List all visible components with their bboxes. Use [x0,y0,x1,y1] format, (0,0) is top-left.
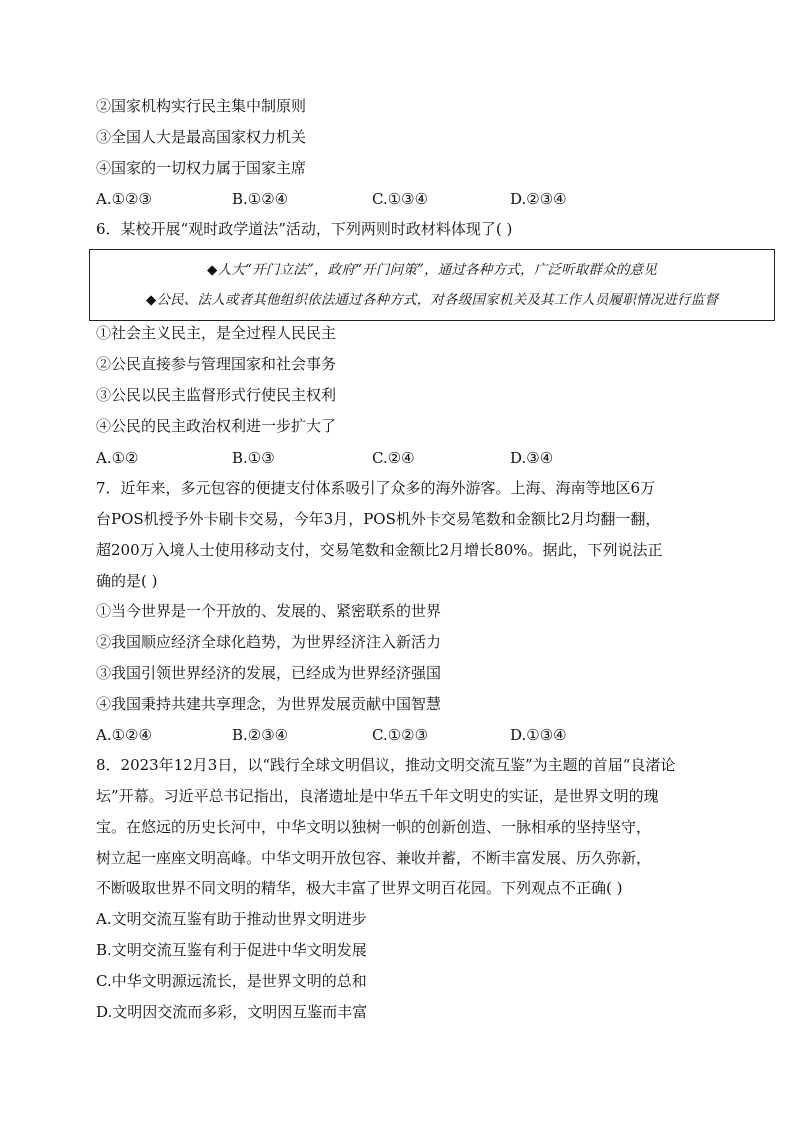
q6-item-4: ④公民的民主政治权利进一步扩大了 [96,417,337,435]
q6-material-2: ◆公民、法人或者其他组织依法通过各种方式，对各级国家机关及其工作人员履职情况进行监督 [145,292,719,308]
q8-stem-line-1: 8．2023年12月3日，以“践行全球文明倡议，推动文明交流互鉴”为主题的首届“良渚论 [96,756,676,774]
q7-stem-line-2: 台POS机授予外卡刷卡交易，今年3月，POS机外卡交易笔数和金额比2月均翻一翻， [96,510,661,528]
q7-option-c[interactable]: C.①②③ [372,726,429,744]
q7-item-4: ④我国秉持共建共享理念，为世界发展贡献中国智慧 [96,695,442,713]
q8-stem-line-4: 树立起一座座文明高峰。中华文明开放包容、兼收并蓄，不断丰富发展、历久弥新， [96,849,652,867]
q8-stem-line-3: 宝。在悠远的历史长河中，中华文明以独树一帜的创新创造、一脉相承的坚持坚守， [96,818,652,836]
q7-stem-line-4: 确的是( ) [96,572,158,590]
q7-item-3: ③我国引领世界经济的发展，已经成为世界经济强国 [96,664,442,682]
q6-option-c[interactable]: C.②④ [372,449,415,467]
q6-material-box [89,249,775,321]
q7-option-b[interactable]: B.②③④ [232,726,289,744]
q6-option-b[interactable]: B.①③ [232,449,275,467]
q6-option-a[interactable]: A.①② [96,449,139,467]
q7-option-a[interactable]: A.①②④ [96,726,152,744]
q5-option-b[interactable]: B.①②④ [232,190,289,208]
q8-stem-line-5: 不断吸取世界不同文明的精华，极大丰富了世界文明百花园。下列观点不正确( ) [96,879,623,897]
q5-option-d[interactable]: D.②③④ [510,190,567,208]
q6-item-1: ①社会主义民主，是全过程人民民主 [96,324,337,342]
q8-choice-a[interactable]: A.文明交流互鉴有助于推动世界文明进步 [96,910,367,928]
q6-stem: 6．某校开展“观时政学道法”活动，下列两则时政材料体现了( ) [96,220,513,238]
q7-stem-line-1: 7．近年来，多元包容的便捷支付体系吸引了众多的海外游客。上海、海南等地区6万 [96,479,656,497]
q8-choice-b[interactable]: B.文明交流互鉴有利于促进中华文明发展 [96,941,367,959]
q7-item-1: ①当今世界是一个开放的、发展的、紧密联系的世界 [96,602,442,620]
q6-item-2: ②公民直接参与管理国家和社会事务 [96,355,337,373]
q5-option-c[interactable]: C.①③④ [372,190,429,208]
q6-item-3: ③公民以民主监督形式行使民主权利 [96,386,337,404]
q5-item-2: ②国家机构实行民主集中制原则 [96,97,307,115]
q7-item-2: ②我国顺应经济全球化趋势，为世界经济注入新活力 [96,633,442,651]
q7-stem-line-3: 超200万入境人士使用移动支付，交易笔数和金额比2月增长80%。据此，下列说法正 [96,541,663,559]
q8-stem-line-2: 坛”开幕。习近平总书记指出，良渚遗址是中华五千年文明史的实证，是世界文明的瑰 [96,787,659,805]
q6-material-1: ◆人大“开门立法”，政府“开门问策”，通过各种方式，广泛听取群众的意见 [207,262,657,278]
q5-option-a[interactable]: A.①②③ [96,190,152,208]
q8-choice-d[interactable]: D.文明因交流而多彩，文明因互鉴而丰富 [96,1003,368,1021]
q6-option-d[interactable]: D.③④ [510,449,554,467]
q8-choice-c[interactable]: C.中华文明源远流长，是世界文明的总和 [96,972,367,990]
q5-item-3: ③全国人大是最高国家权力机关 [96,128,307,146]
q7-option-d[interactable]: D.①③④ [510,726,567,744]
q5-item-4: ④国家的一切权力属于国家主席 [96,159,307,177]
